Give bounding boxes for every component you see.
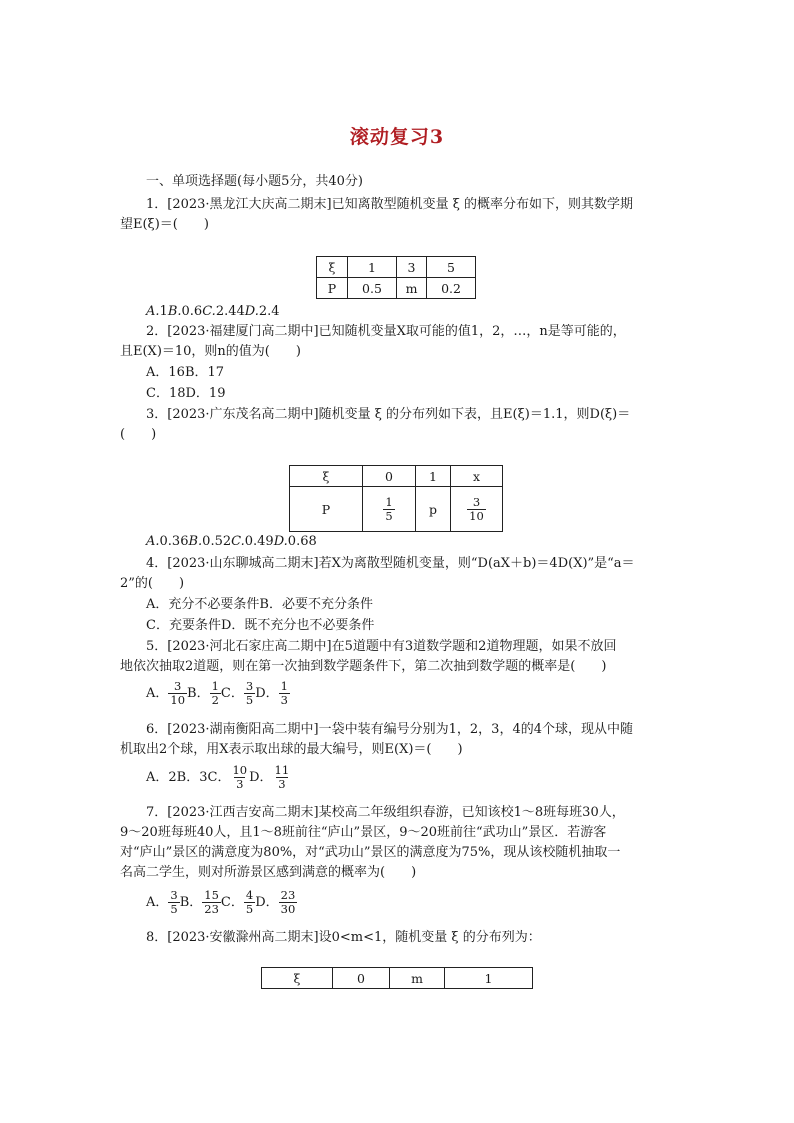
numerator: 3 xyxy=(174,679,182,693)
option-letter: C． xyxy=(207,770,231,785)
question-1-text-cont: 望E(ξ)＝( ) xyxy=(120,217,209,232)
table-cell xyxy=(363,487,416,532)
fraction xyxy=(210,680,221,707)
table-row xyxy=(317,257,476,278)
numerator: 15 xyxy=(204,888,219,902)
table-cell: 1 xyxy=(416,466,451,487)
denominator: 5 xyxy=(385,508,393,523)
question-5-text-cont: 地依次抽取2道题，则在第一次抽到数学题条件下，第二次抽到数学题的概率是( ) xyxy=(120,659,607,674)
table-cell: 0.2 xyxy=(427,278,476,299)
option-value: 2.44 xyxy=(215,304,245,319)
numerator: 1 xyxy=(211,679,219,693)
question-1-text: 1．[2023·黑龙江大庆高二期末]已知离散型随机变量 ξ 的概率分布如下，则其数学期 xyxy=(146,197,634,212)
question-3-text: 3．[2023·广东茂名高二期中]随机变量 ξ 的分布列如下表，且E(ξ)＝1.1，则D(ξ)＝ xyxy=(146,407,631,422)
option-value: 0.52 xyxy=(202,534,232,549)
option-letter: C. xyxy=(231,534,245,549)
fraction xyxy=(279,680,290,707)
question-2-text: 2．[2023·福建厦门高二期中]已知随机变量X取可能的值1，2，…，n是等可能的， xyxy=(146,324,626,339)
numerator: 11 xyxy=(274,763,290,777)
question-5-text: 5．[2023·河北石家庄高二期中]在5道题中有3道数学题和2道物理题，如果不放回 xyxy=(146,639,617,654)
denominator: 23 xyxy=(204,902,219,916)
fraction xyxy=(202,889,221,916)
option-letter: D． xyxy=(249,770,273,785)
question-7-options xyxy=(146,889,297,917)
section-heading: 一、单项选择题(每小题5分，共40分) xyxy=(146,174,363,189)
question-2-text-cont: 且E(X)＝10，则n的值为( ) xyxy=(120,344,301,359)
table-cell: m xyxy=(390,968,445,989)
numerator: 1 xyxy=(280,679,288,693)
option-value: 1 xyxy=(159,304,168,319)
option-letter: B. xyxy=(188,534,203,549)
option-b: B．3 xyxy=(176,770,208,785)
option-letter: C． xyxy=(220,895,244,910)
numerator: 1 xyxy=(385,494,393,509)
table-cell: ξ xyxy=(290,466,363,487)
option-letter: D. xyxy=(244,304,259,319)
question-7-text-cont-3: 名高二学生，则对所游景区感到满意的概率为( ) xyxy=(120,865,417,880)
option-letter: A. xyxy=(146,304,160,319)
numerator: 10 xyxy=(232,763,248,777)
table-cell: P xyxy=(290,487,363,532)
numerator: 4 xyxy=(245,888,254,902)
table-row xyxy=(317,278,476,299)
question-3-table xyxy=(289,465,503,532)
question-6-options xyxy=(146,764,291,792)
numerator: 3 xyxy=(472,494,481,509)
table-cell: ξ xyxy=(317,257,348,278)
option-value: 0.68 xyxy=(287,534,317,549)
fraction xyxy=(383,496,394,523)
denominator: 3 xyxy=(236,777,244,791)
page-title: 滚动复习3 xyxy=(349,126,445,148)
option-letter: A． xyxy=(146,686,169,701)
question-1-table xyxy=(316,256,476,299)
table-cell: p xyxy=(416,487,451,532)
denominator: 10 xyxy=(170,693,186,707)
table-cell: 0 xyxy=(333,968,390,989)
question-4-options-row1 xyxy=(146,595,373,615)
option-b: B．17 xyxy=(184,365,225,380)
option-c: C．充要条件 xyxy=(146,618,221,633)
table-cell: 1 xyxy=(445,968,533,989)
table-row xyxy=(290,466,503,487)
table-cell: m xyxy=(396,278,426,299)
option-value: 2.4 xyxy=(258,304,280,319)
option-letter: B． xyxy=(187,686,210,701)
option-a: A．16 xyxy=(146,365,185,380)
question-8-table xyxy=(261,967,533,989)
question-2-options-row2 xyxy=(146,384,225,404)
option-letter: B． xyxy=(179,895,203,910)
fraction xyxy=(230,764,249,791)
denominator: 30 xyxy=(280,902,296,916)
fraction xyxy=(244,889,255,916)
fraction xyxy=(279,889,298,916)
option-d: D．19 xyxy=(185,386,226,401)
table-cell: 0.5 xyxy=(348,278,397,299)
fraction xyxy=(244,680,255,707)
question-4-text-cont: 2”的( ) xyxy=(120,576,185,591)
question-4-options-row2 xyxy=(146,616,374,636)
option-value: 0.6 xyxy=(181,304,203,319)
question-2-options-row1 xyxy=(146,363,224,383)
option-d: D．既不充分也不必要条件 xyxy=(220,618,375,633)
option-letter: D. xyxy=(273,534,288,549)
option-letter: A. xyxy=(146,534,160,549)
question-7-text: 7．[2023·江西吉安高二期末]某校高二年级组织春游，已知该校1～8班每班30人， xyxy=(146,805,625,820)
fraction xyxy=(467,496,486,523)
denominator: 5 xyxy=(245,902,254,916)
option-c: C．18 xyxy=(146,386,186,401)
question-6-text: 6．[2023·湖南衡阳高二期中]一袋中装有编号分别为1，2，3，4的4个球，现从中随 xyxy=(146,722,633,737)
table-cell: x xyxy=(451,466,503,487)
denominator: 3 xyxy=(280,693,288,707)
table-cell: 0 xyxy=(363,466,416,487)
table-cell: P xyxy=(317,278,348,299)
question-1-options xyxy=(146,302,280,322)
denominator: 2 xyxy=(211,693,219,707)
option-letter: D． xyxy=(255,686,279,701)
question-3-text-cont: ( ) xyxy=(120,427,157,442)
option-value: 0.36 xyxy=(159,534,189,549)
question-5-options xyxy=(146,680,290,708)
fraction xyxy=(168,680,187,707)
option-letter: A． xyxy=(146,895,169,910)
denominator: 5 xyxy=(245,693,254,707)
question-6-text-cont: 机取出2个球，用X表示取出球的最大编号，则E(X)＝( ) xyxy=(120,742,463,757)
question-3-options xyxy=(146,532,317,552)
option-b: B．必要不充分条件 xyxy=(259,597,373,612)
option-letter: C. xyxy=(202,304,216,319)
table-cell: ξ xyxy=(262,968,333,989)
option-letter: D． xyxy=(255,895,279,910)
question-7-text-cont-2: 对“庐山”景区的满意度为80%，对“武功山”景区的满意度为75%，现从该校随机抽取一 xyxy=(120,845,621,860)
option-a: A．2 xyxy=(146,770,177,785)
question-7-text-cont-1: 9～20班每班40人，且1～8班前往“庐山”景区，9～20班前往“武功山”景区．若游客 xyxy=(120,825,607,840)
option-letter: B. xyxy=(167,304,182,319)
option-a: A．充分不必要条件 xyxy=(146,597,260,612)
fraction xyxy=(168,889,179,916)
numerator: 23 xyxy=(280,888,296,902)
table-row xyxy=(262,968,533,989)
option-letter: C． xyxy=(220,686,244,701)
table-row xyxy=(290,487,503,532)
question-4-text: 4．[2023·山东聊城高二期末]若X为离散型随机变量，则“D(aX＋b)＝4D(X)”是“a＝ xyxy=(146,556,635,571)
table-cell: 3 xyxy=(396,257,426,278)
numerator: 3 xyxy=(170,888,178,902)
question-8-text: 8．[2023·安徽滁州高二期末]设0<m<1，随机变量 ξ 的分布列为： xyxy=(146,930,541,945)
denominator: 10 xyxy=(469,508,484,523)
table-cell: 1 xyxy=(348,257,397,278)
numerator: 3 xyxy=(245,679,254,693)
option-value: 0.49 xyxy=(244,534,274,549)
fraction xyxy=(273,764,292,791)
denominator: 5 xyxy=(170,902,178,916)
denominator: 3 xyxy=(278,777,286,791)
table-cell: 5 xyxy=(427,257,476,278)
table-cell xyxy=(451,487,503,532)
